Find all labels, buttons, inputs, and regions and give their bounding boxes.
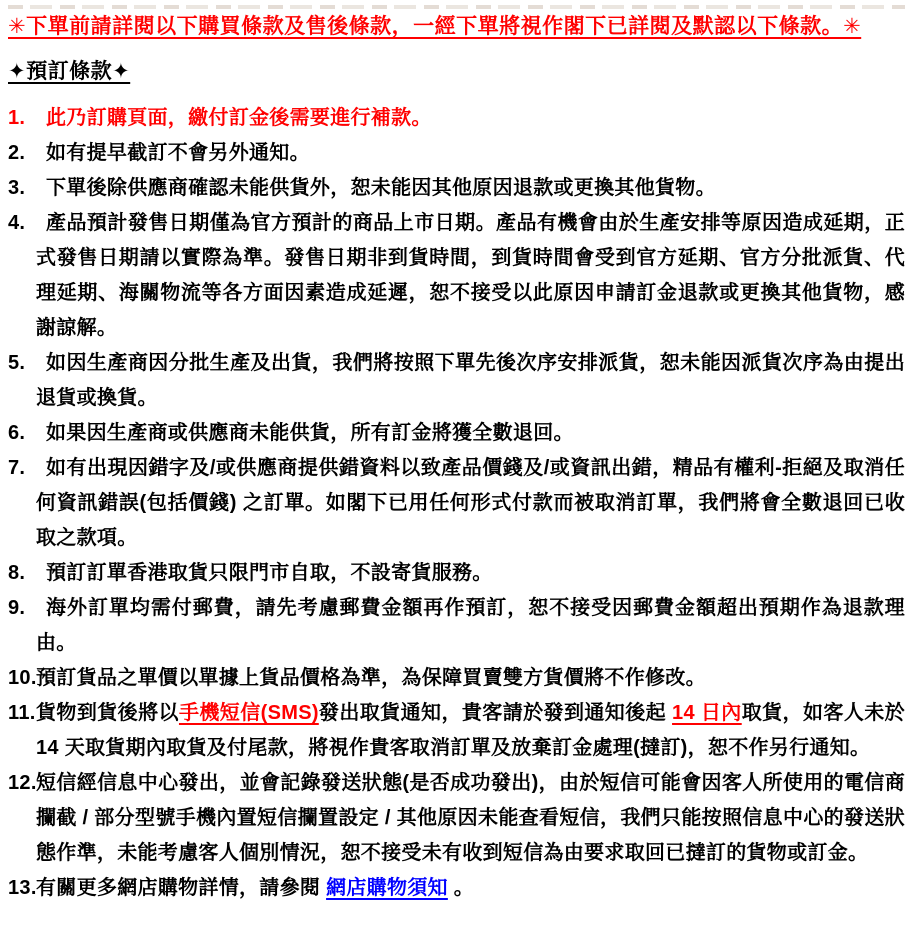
term-item [8, 451, 905, 556]
term-number: 10. [8, 667, 37, 689]
preorder-terms-title: ✦預訂條款✦ [8, 60, 131, 83]
term-item [8, 346, 905, 416]
term-item [8, 661, 905, 696]
term-item [8, 416, 905, 451]
term-text-segment: 手機短信(SMS) [178, 702, 319, 724]
term-number: 11. [8, 702, 36, 724]
term-text-segment: 有關更多網店購物詳情，請參閱 [36, 877, 327, 899]
term-number: 1. [8, 107, 26, 129]
term-text-segment: 貨物到貨後將以 [36, 702, 179, 724]
term-number: 2. [8, 142, 26, 164]
term-text-segment: 預訂訂單香港取貨只限門市自取，不設寄貨服務。 [46, 562, 493, 584]
term-item [8, 871, 905, 906]
term-text [36, 877, 474, 899]
term-text [36, 597, 905, 654]
term-text-segment: 下單後除供應商確認未能供貨外，恕未能因其他原因退款或更換其他貨物。 [46, 177, 716, 199]
term-text [36, 667, 706, 689]
term-text [36, 772, 905, 864]
term-number: 3. [8, 177, 26, 199]
term-item [8, 171, 905, 206]
term-text [46, 107, 432, 129]
term-number: 6. [8, 422, 26, 444]
term-text-segment: 14 日內 [672, 702, 742, 724]
term-item [8, 766, 905, 871]
term-text-segment: 如因生產商因分批生產及出貨，我們將按照下單先後次序安排派貨，恕未能因派貨次序為由提出退貨或換貨。 [36, 352, 905, 409]
term-item [8, 206, 905, 346]
term-text [46, 422, 574, 444]
term-number: 7. [8, 457, 26, 479]
term-text [36, 352, 905, 409]
term-number: 5. [8, 352, 26, 374]
section-title-row [8, 58, 905, 85]
terms-list [8, 101, 905, 906]
term-text-segment: 。 [447, 877, 475, 899]
term-text-segment: 預訂貨品之單價以單據上貨品價格為準，為保障買賣雙方貨價將不作修改。 [36, 667, 706, 689]
term-number: 9. [8, 597, 26, 619]
term-text-segment: 如有出現因錯字及/或供應商提供錯資料以致產品價錢及/或資訊出錯，精品有權利-拒絕及取消任何資訊錯誤(包括價錢) 之訂單。如閣下已用任何形式付款而被取消訂單，我們將會全數退回已收取之款項。 [36, 457, 905, 549]
term-number: 4. [8, 212, 26, 234]
term-number: 12. [8, 772, 37, 794]
term-text-segment: 產品預計發售日期僅為官方預計的商品上市日期。產品有機會由於生產安排等原因造成延期，正式發售日期請以實際為準。發售日期非到貨時間，到貨時間會受到官方延期、官方分批派貨、代理延期、海關物流等各方面因素造成延遲，恕不接受以此原因申請訂金退款或更換其他貨物，感謝諒解。 [36, 212, 905, 339]
term-text-segment: 海外訂單均需付郵費，請先考慮郵費金額再作預訂，恕不接受因郵費金額超出預期作為退款理由。 [36, 597, 905, 654]
term-item [8, 556, 905, 591]
term-text-segment: 取貨，如客人未於 14 天取貨期內取貨及付尾款，將視作貴客取消訂單及放棄訂金處理(撻訂)，恕不作另行通知。 [36, 702, 905, 759]
term-number: 13. [8, 877, 37, 899]
term-item [8, 696, 905, 766]
term-text-segment: 如有提早截訂不會另外通知。 [46, 142, 310, 164]
term-text [46, 562, 493, 584]
term-text [46, 177, 716, 199]
cropped-text-top-edge [8, 5, 905, 9]
term-item [8, 136, 905, 171]
term-text [36, 702, 905, 759]
online-store-shopping-notice-link[interactable]: 網店購物須知 [326, 877, 448, 899]
term-text [36, 457, 905, 549]
term-item [8, 591, 905, 661]
purchase-notice-heading: ✳下單前請詳閱以下購買條款及售後條款，一經下單將視作閣下已詳閱及默認以下條款。✳ [8, 15, 862, 38]
term-text-segment: 如果因生產商或供應商未能供貨，所有訂金將獲全數退回。 [46, 422, 574, 444]
term-text [46, 142, 310, 164]
term-number: 8. [8, 562, 26, 584]
term-text [36, 212, 905, 339]
term-text-segment: 發出取貨通知，貴客請於發到通知後起 [318, 702, 673, 724]
term-item [8, 101, 905, 136]
term-text-segment: 此乃訂購頁面，繳付訂金後需要進行補款。 [46, 107, 432, 129]
term-text-segment: 短信經信息中心發出，並會記錄發送狀態(是否成功發出)，由於短信可能會因客人所使用的電信商攔截 / 部分型號手機內置短信攔置設定 / 其他原因未能查看短信，我們只能按照信息中心的發送狀態作準，未能考慮客人個別情況，恕不接受未有收到短信為由要求取回已撻訂的貨物或訂金。 [36, 772, 905, 864]
